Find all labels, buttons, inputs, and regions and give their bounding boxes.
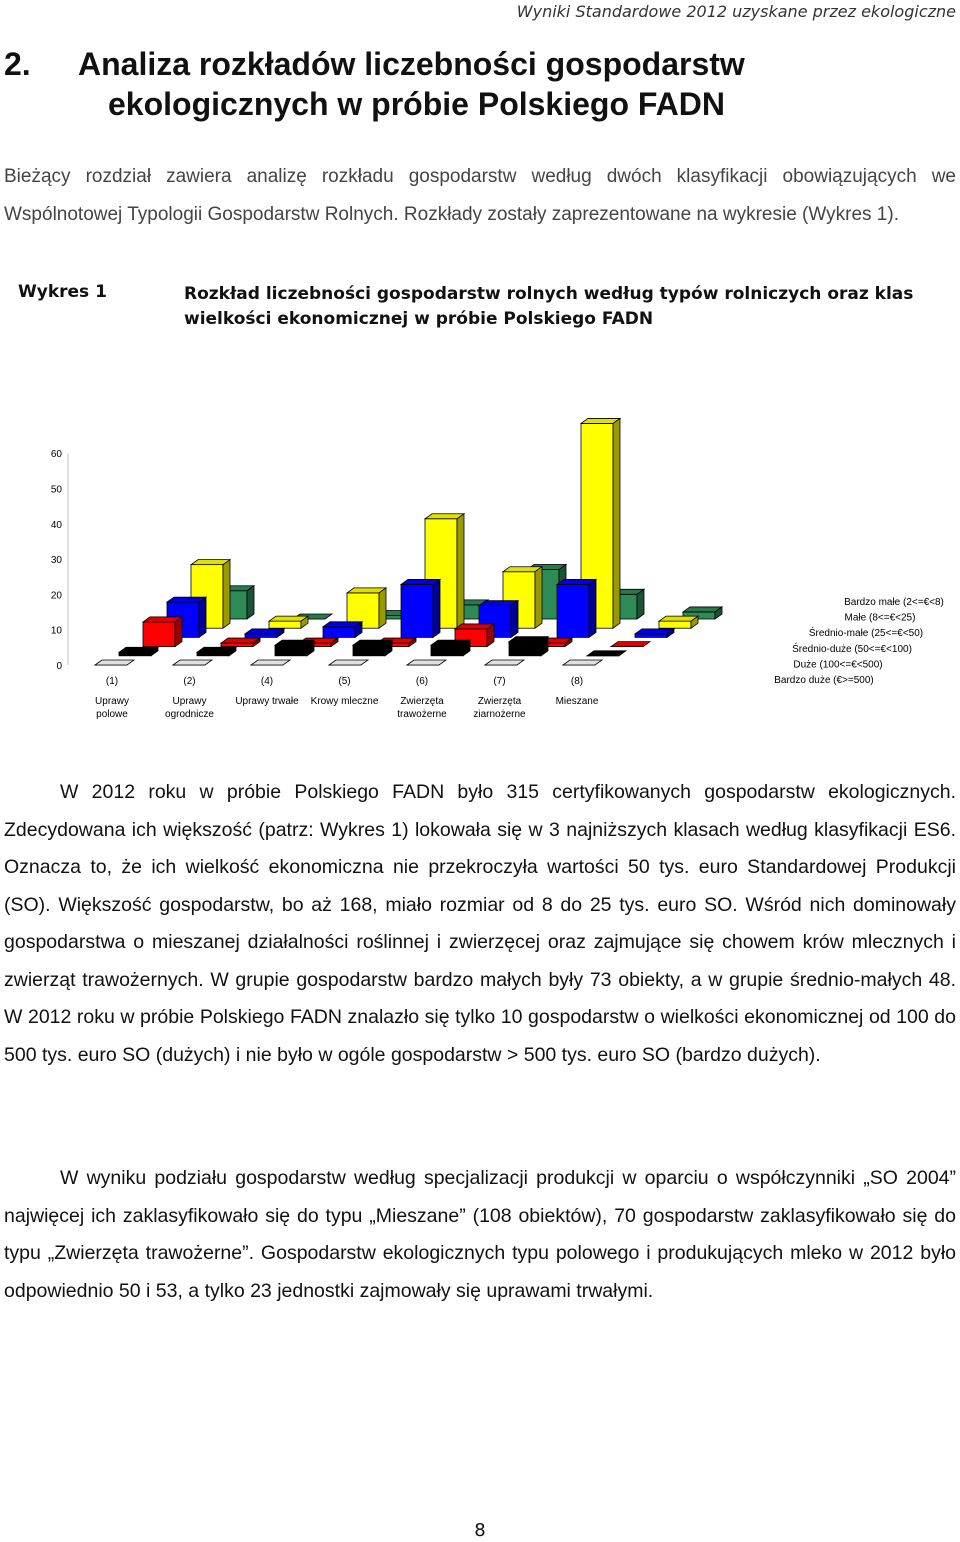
series-label-4: Średnio-duże (50<=€<100) bbox=[792, 643, 912, 655]
section-title-line2: ekologicznych w próbie Polskiego FADN bbox=[108, 86, 725, 122]
body-paragraph-2-text: W wyniku podziału gospodarstw według specjalizacji produkcji w oparciu o współczynniki „SO 2004” najwięcej ich zaklasyfikowało się do typu „Mieszane” (108 obiektów), 70 gospodarstw zaklasyfikowało się do typu „Zwierzęta trawożerne”. Gospodarstw ekologicznych typu polowego i produkujących mleko w 2012 było odpowiednio 50 i 53, a tylko 23 jednostki zajmowały się uprawami trwałymi. bbox=[4, 1167, 956, 1302]
bar-front-face bbox=[401, 584, 433, 637]
page-number: 8 bbox=[474, 1520, 486, 1541]
y-tick-label: 20 bbox=[50, 590, 62, 602]
bar-top-face bbox=[407, 660, 446, 665]
bar-4-series-5 bbox=[353, 640, 392, 656]
figure-label: Wykres 1 bbox=[18, 282, 107, 302]
bar-side-face bbox=[433, 579, 440, 637]
chart-bars bbox=[95, 418, 722, 665]
bar-7-series-2 bbox=[659, 616, 698, 628]
bar-front-face bbox=[323, 627, 355, 638]
bar-front-face bbox=[197, 652, 229, 656]
bar-chart-3d bbox=[0, 340, 960, 735]
bar-top-face bbox=[611, 642, 650, 647]
bar-front-face bbox=[635, 634, 667, 638]
bar-1-series-4 bbox=[143, 617, 182, 647]
series-label-5: Duże (100<=€<500) bbox=[793, 659, 883, 671]
bar-top-face bbox=[251, 660, 290, 665]
bar-top-face bbox=[329, 660, 368, 665]
category-name-2: ogrodnicze bbox=[165, 709, 214, 720]
bar-front-face bbox=[245, 634, 277, 638]
bar-1-series-5 bbox=[119, 647, 158, 656]
series-label-3: Średnio-małe (25<=€<50) bbox=[808, 628, 924, 640]
bar-side-face bbox=[613, 418, 620, 628]
bar-4-series-6 bbox=[329, 660, 368, 665]
section-title-line1: Analiza rozkładów liczebności gospodarstw bbox=[78, 46, 745, 82]
category-code-1: (1) bbox=[105, 676, 119, 687]
category-code-6: (7) bbox=[493, 676, 506, 687]
y-tick-label: 60 bbox=[50, 449, 62, 461]
bar-front-face bbox=[557, 584, 589, 637]
bar-5-series-5 bbox=[431, 640, 470, 656]
category-name-6: ziarnożerne bbox=[473, 709, 526, 720]
bar-7-series-5 bbox=[587, 651, 626, 656]
bar-1-series-6 bbox=[95, 660, 134, 665]
bar-front-face bbox=[119, 652, 151, 656]
bar-top-face bbox=[587, 651, 626, 656]
y-tick-label: 0 bbox=[56, 661, 62, 672]
bar-7-series-4 bbox=[611, 642, 650, 647]
y-tick-label: 50 bbox=[50, 484, 62, 496]
section-number: 2. bbox=[4, 46, 31, 82]
body-paragraph-1 bbox=[4, 774, 956, 1074]
bar-front-face bbox=[269, 621, 301, 628]
bar-side-face bbox=[637, 589, 644, 619]
bar-7-series-3 bbox=[635, 629, 674, 638]
y-tick-label: 40 bbox=[50, 519, 62, 531]
y-tick-label: 30 bbox=[50, 555, 62, 567]
figure-caption: Rozkład liczebności gospodarstw rolnych według typów rolniczych oraz klas wielkości ekonomicznej w próbie Polskiego FADN bbox=[184, 284, 914, 329]
bar-3-series-5 bbox=[275, 640, 314, 656]
series-label-2: Małe (8<=€<25) bbox=[844, 612, 916, 624]
bar-side-face bbox=[199, 597, 206, 637]
bar-front-face bbox=[431, 645, 463, 656]
bar-side-face bbox=[223, 560, 230, 629]
bar-6-series-5 bbox=[509, 637, 548, 656]
category-name-5: Zwierzęta bbox=[400, 696, 444, 707]
category-code-5: (6) bbox=[415, 676, 429, 687]
bar-top-face bbox=[173, 660, 212, 665]
bar-2-series-2 bbox=[269, 616, 308, 628]
bar-5-series-6 bbox=[407, 660, 446, 665]
bar-3-series-3 bbox=[323, 622, 362, 638]
category-name-5: trawożerne bbox=[397, 709, 447, 720]
series-label-1: Bardzo małe (2<=€<8) bbox=[844, 597, 944, 608]
bar-side-face bbox=[247, 586, 254, 619]
body-paragraph-1-text: W 2012 roku w próbie Polskiego FADN było 315 certyfikowanych gospodarstw ekologicznych. Zdecydowana ich większość (patrz: Wykres 1) lokowała się w 3 najniższych klasach według klasyfikacji ES6. Oznacza to, że ich wielkość ekonomiczna nie przekroczyła wartości 50 tys. euro Standardowej Produkcji (SO). Większość gospodarstw, bo aż 168, miało rozmiar od 8 do 25 tys. euro SO. Wśród nich dominowały gospodarstwa o mieszanej działalności roślinnej i zwierzęcej oraz zajmujące się chowem krów mlecznych i zwierząt trawożernych. W grupie gospodarstw bardzo małych były 73 obiekty, a w grupie średnio-małych 48. W 2012 roku w próbie Polskiego FADN znalazło się tylko 10 gospodarstw o wielkości ekonomicznej od 100 do 500 tys. euro SO (dużych) i nie było w ogóle gospodarstw > 500 tys. euro SO (bardzo dużych). bbox=[4, 781, 956, 1066]
bar-front-face bbox=[221, 643, 253, 647]
intro-paragraph: Bieżący rozdział zawiera analizę rozkładu gospodarstw według dwóch klasyfikacji obowiązujących we Wspólnotowej Typologii Gospodarstw Rolnych. Rozkłady zostały zaprezentowane na wykresie (Wykres 1). bbox=[4, 166, 956, 225]
bar-front-face bbox=[275, 645, 307, 656]
bar-2-series-3 bbox=[245, 629, 284, 638]
bar-top-face bbox=[95, 660, 134, 665]
bar-front-face bbox=[659, 621, 691, 628]
bar-side-face bbox=[535, 567, 542, 628]
bar-side-face bbox=[175, 617, 182, 647]
category-code-4: (5) bbox=[338, 676, 351, 687]
bar-6-series-3 bbox=[557, 579, 596, 637]
category-name-6: Zwierzęta bbox=[477, 696, 522, 707]
bar-top-face bbox=[563, 660, 602, 665]
category-code-7: (8) bbox=[570, 676, 584, 687]
chart-axis bbox=[51, 449, 68, 672]
bar-7-series-6 bbox=[563, 660, 602, 665]
bar-side-face bbox=[457, 514, 464, 628]
bar-6-series-6 bbox=[485, 660, 524, 665]
bar-front-face bbox=[143, 622, 175, 647]
bar-front-face bbox=[353, 645, 385, 656]
bar-2-series-5 bbox=[197, 647, 236, 656]
bar-side-face bbox=[589, 579, 596, 637]
category-name-2: Uprawy bbox=[172, 696, 207, 707]
category-name-4: Krowy mleczne bbox=[310, 696, 379, 707]
bar-top-face bbox=[485, 660, 524, 665]
category-code-2: (2) bbox=[183, 676, 196, 687]
category-name-3: Uprawy trwałe bbox=[235, 696, 299, 707]
body-paragraph-2 bbox=[4, 1160, 956, 1310]
category-name-1: polowe bbox=[96, 709, 128, 720]
category-name-7: Mieszane bbox=[555, 696, 599, 707]
category-name-1: Uprawy bbox=[95, 696, 129, 707]
bar-side-face bbox=[511, 601, 518, 638]
category-code-3: (4) bbox=[260, 676, 274, 687]
bar-side-face bbox=[379, 588, 386, 628]
running-header: Wyniki Standardowe 2012 uzyskane przez ekologiczne bbox=[516, 2, 956, 21]
y-tick-label: 10 bbox=[50, 625, 62, 637]
bar-2-series-4 bbox=[221, 638, 260, 647]
bar-2-series-6 bbox=[173, 660, 212, 665]
section-title bbox=[4, 44, 934, 124]
series-label-6: Bardzo duże (€>=500) bbox=[774, 675, 874, 686]
bar-4-series-3 bbox=[401, 579, 440, 637]
bar-front-face bbox=[509, 642, 541, 656]
bar-3-series-6 bbox=[251, 660, 290, 665]
